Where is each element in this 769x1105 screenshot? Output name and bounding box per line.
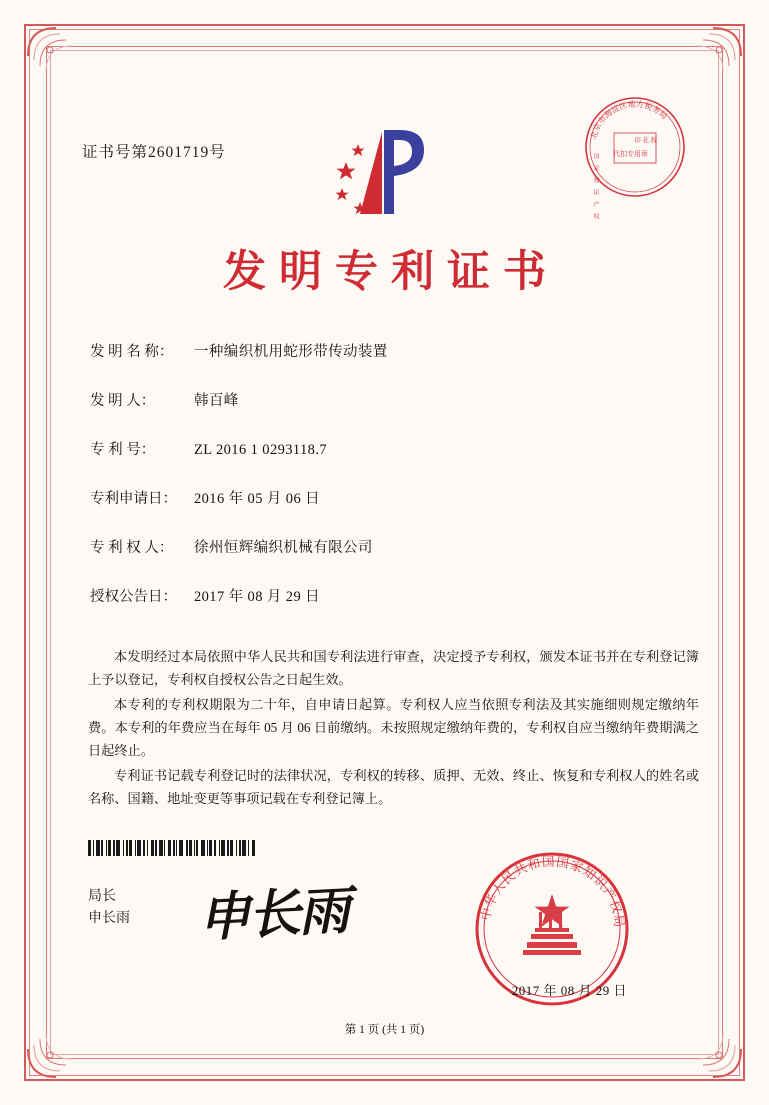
tax-seal-center-text: 代扣专用章 (613, 150, 648, 158)
field-label: 发 明 名 称： (90, 344, 174, 360)
field-invention-name (90, 340, 690, 361)
field-application-date (90, 487, 690, 508)
handwritten-signature: 申长雨 (196, 880, 350, 949)
signature-block (88, 886, 130, 930)
paragraph-1: 本发明经过本局依照中华人民共和国专利法进行审查，决定授予专利权，颁发本证书并在专利登记簿上予以登记，专利权自授权公告之日起生效。 (88, 649, 699, 687)
field-label: 专 利 号： (90, 442, 156, 458)
field-value: 一种编织机用蛇形带传动装置 (194, 344, 388, 360)
field-label: 专利申请日： (90, 491, 177, 507)
page-footer: 第 1 页 (共 1 页) (344, 1024, 425, 1036)
field-list (90, 340, 690, 634)
barcode (88, 840, 300, 856)
field-grant-announcement-date (90, 585, 690, 606)
field-label: 专 利 权 人： (90, 540, 174, 556)
body-text (88, 645, 699, 812)
signature-role-label: 局长 (88, 889, 116, 904)
field-value: 2016 年 05 月 06 日 (194, 491, 321, 507)
tax-seal-left-text: 国 家 知 识 产 权 (592, 153, 598, 219)
cnipa-logo (320, 118, 450, 228)
paragraph-3: 专利证书记载专利登记时的法律状况，专利权的转移、质押、无效、终止、恢复和专利权人的姓名或名称、国籍、地址变更等事项记载在专利登记簿上。 (88, 768, 699, 806)
field-label: 发 明 人： (90, 393, 156, 409)
field-inventor (90, 389, 690, 410)
field-value: 徐州恒辉编织机械有限公司 (194, 540, 373, 556)
tax-seal-right-text: 印 花 税 (634, 137, 657, 144)
field-value: ZL 2016 1 0293118.7 (194, 442, 327, 458)
seal-date: 2017 年 08 月 29 日 (511, 983, 627, 998)
field-value: 韩百峰 (194, 393, 239, 409)
field-patentee (90, 536, 690, 557)
field-value: 2017 年 08 月 29 日 (194, 589, 321, 605)
paragraph-2: 本专利的专利权期限为二十年，自申请日起算。专利权人应当依照专利法及其实施细则规定缴纳年费。本专利的年费应当在每年 05 月 06 日前缴纳。未按照规定缴纳年费的，专利权自应当缴纳年费期满之日起终止。 (88, 697, 699, 758)
page-title: 发明专利证书 (223, 249, 559, 296)
certificate-number: 证书号第2601719号 (82, 144, 226, 161)
tax-agency-seal (583, 95, 687, 219)
field-label: 授权公告日： (90, 589, 177, 605)
svg-text:北京市海淀区地方税务局: 北京市海淀区地方税务局 (588, 99, 670, 141)
signature-name: 申长雨 (88, 911, 130, 926)
svg-text:中华人民共和国国家知识产权局: 中华人民共和国国家知识产权局 (477, 853, 628, 929)
field-patent-number (90, 438, 690, 459)
